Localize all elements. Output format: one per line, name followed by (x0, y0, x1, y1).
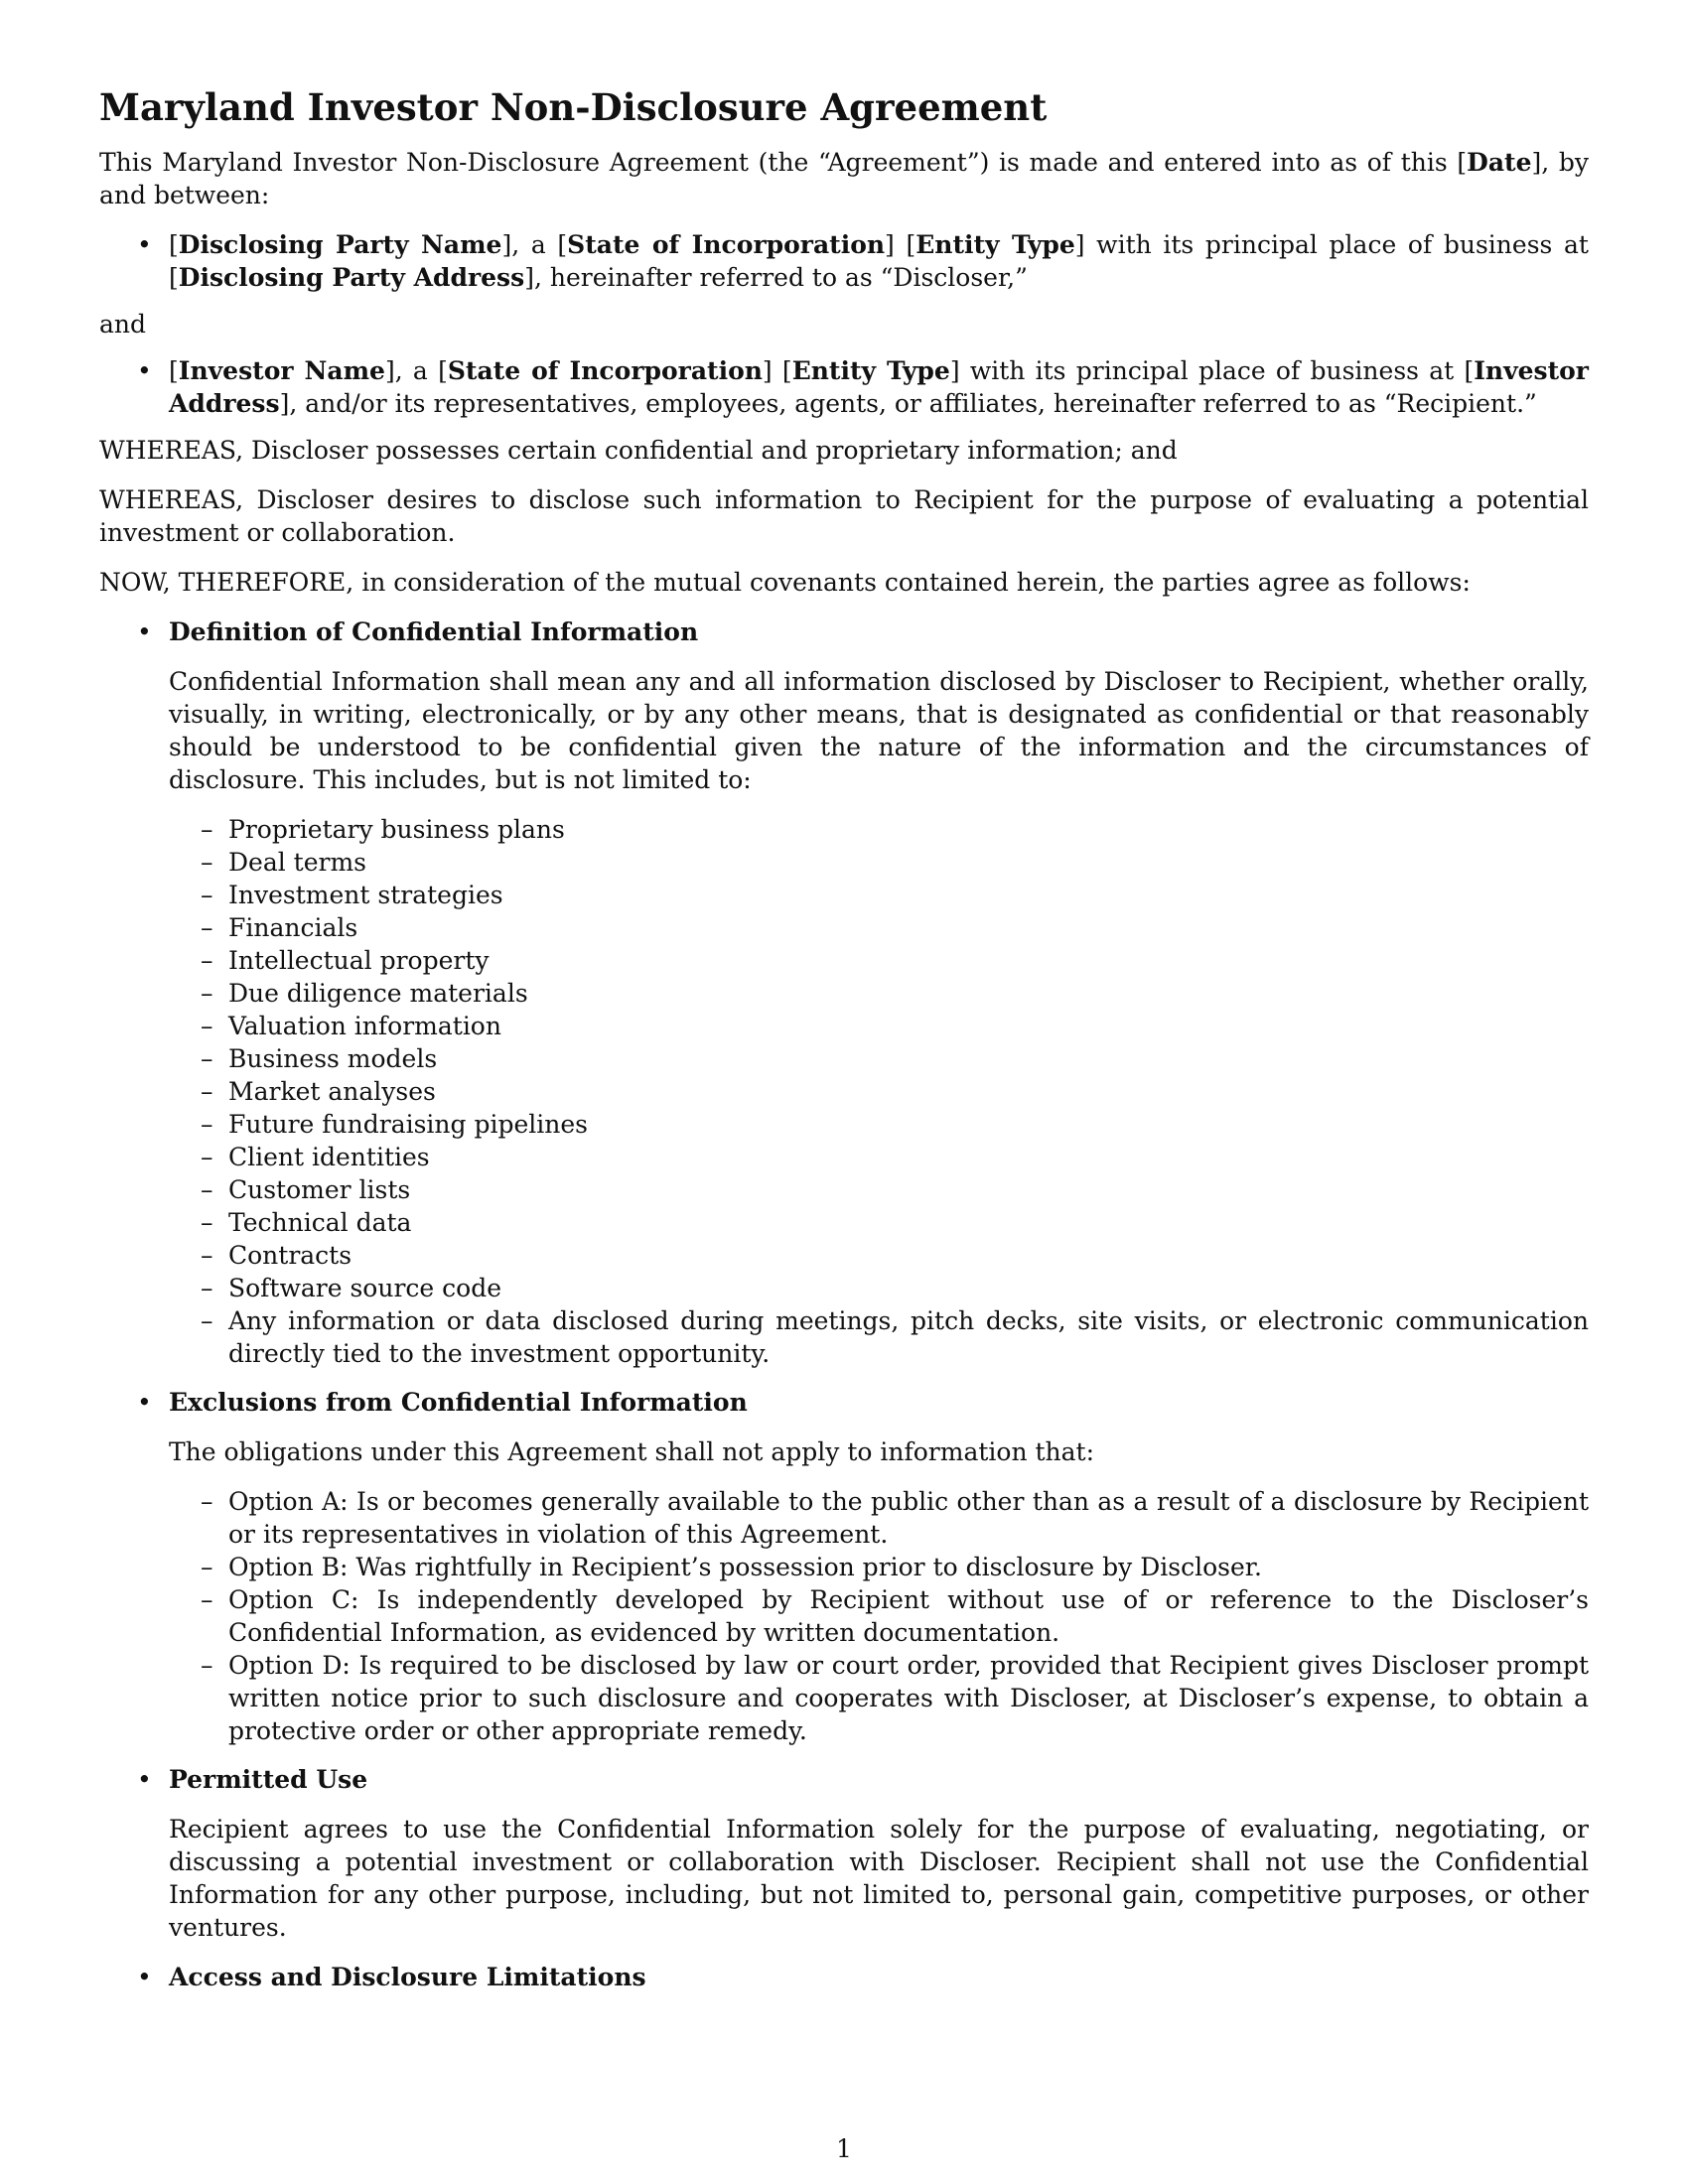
section-heading: • Permitted Use (169, 1765, 368, 1794)
list-item: – Future fundraising pipelines (169, 1108, 1589, 1141)
disclosing-party-state-placeholder: State of Incorporation (567, 230, 886, 259)
text-fragment: ] with its principal place of business at [ (949, 356, 1475, 385)
text-fragment: [ (169, 356, 179, 385)
text-fragment: ], a [ (501, 230, 568, 259)
and-separator: and (99, 310, 147, 339)
confidential-info-list (169, 813, 1589, 1370)
investor-party-list (99, 354, 1589, 420)
section-body: Recipient agrees to use the Confidential Information solely for the purpose of evaluating, negotiating, or discussing a potential investment or collaboration with Discloser. Recipient shall not use the Confidential Information for any other purpose, including, but not limited to, personal gain, competitive purposes, or other ventures. (169, 1815, 1589, 1942)
whereas-clause-1: WHEREAS, Discloser possesses certain confidential and proprietary information; and (99, 436, 1178, 465)
section-access-limitations (99, 1961, 1589, 1993)
section-heading: • Exclusions from Confidential Information (169, 1388, 748, 1417)
text-fragment: ], and/or its representatives, employees, agents, or affiliates, hereinafter referred to as “Recipient.” (279, 389, 1537, 418)
text-fragment: ], a [ (384, 356, 448, 385)
text-fragment: ] with its principal place of business at [ (169, 230, 1589, 292)
list-item: – Technical data (169, 1206, 1589, 1239)
disclosing-party-item (99, 228, 1589, 294)
document-title: Maryland Investor Non-Disclosure Agreement (99, 85, 1048, 129)
section-body: Confidential Information shall mean any and all information disclosed by Discloser to Recipient, whether orally, visually, in writing, electronically, or by any other means, that is designated as confidential or that reasonably should be understood to be confidential given the nature of the information and the circumstances of disclosure. This includes, but is not limited to: (169, 667, 1589, 794)
investor-name-placeholder: Investor Name (178, 356, 385, 385)
now-therefore-clause: NOW, THEREFORE, in consideration of the mutual covenants contained herein, the parties agree as follows: (99, 568, 1471, 597)
text-fragment: ] [ (885, 230, 916, 259)
section-permitted-use (99, 1763, 1589, 1944)
date-placeholder: Date (1467, 148, 1532, 177)
list-item: – Option B: Was rightfully in Recipient’s possession prior to disclosure by Discloser. (169, 1551, 1589, 1583)
section-body: The obligations under this Agreement shall not apply to information that: (169, 1437, 1095, 1466)
list-item: – Investment strategies (169, 879, 1589, 911)
intro-text-before-date: This Maryland Investor Non-Disclosure Agreement (the “Agreement”) is made and entered into as of this [ (99, 148, 1468, 177)
list-item: – Option D: Is required to be disclosed by law or court order, provided that Recipient gives Discloser prompt written notice prior to such disclosure and cooperates with Discloser, at Discloser’s expense, to obtain a protective order or other appropriate remedy. (169, 1649, 1589, 1747)
sections-list (99, 615, 1589, 1993)
text-fragment: ], hereinafter referred to as “Discloser,” (524, 263, 1028, 292)
list-item: – Software source code (169, 1272, 1589, 1304)
exclusions-list (169, 1485, 1589, 1747)
list-item: – Deal terms (169, 846, 1589, 879)
list-item: – Any information or data disclosed during meetings, pitch decks, site visits, or electronic communication directly tied to the investment opportunity. (169, 1304, 1589, 1370)
list-item: – Contracts (169, 1239, 1589, 1272)
disclosing-party-address-placeholder: Disclosing Party Address (178, 263, 525, 292)
list-item: – Due diligence materials (169, 977, 1589, 1010)
list-item: – Proprietary business plans (169, 813, 1589, 846)
investor-address-placeholder: Investor Address (169, 356, 1589, 418)
page-number: 1 (836, 2134, 852, 2163)
investor-state-placeholder: State of Incorporation (447, 356, 763, 385)
list-item: – Client identities (169, 1141, 1589, 1173)
section-heading: • Definition of Confidential Information (169, 617, 699, 646)
list-item: – Valuation information (169, 1010, 1589, 1042)
section-definition (99, 615, 1589, 1370)
section-heading: • Access and Disclosure Limitations (169, 1963, 646, 1991)
list-item: – Option A: Is or becomes generally available to the public other than as a result of a disclosure by Recipient or its representatives in violation of this Agreement. (169, 1485, 1589, 1551)
document-page (99, 84, 1589, 2010)
section-exclusions (99, 1386, 1589, 1747)
investor-party-item (99, 354, 1589, 420)
investor-entity-placeholder: Entity Type (791, 356, 950, 385)
list-item: – Intellectual property (169, 944, 1589, 977)
list-item: – Business models (169, 1042, 1589, 1075)
intro-text-after-date: ], by and between: (99, 148, 1589, 209)
list-item: – Financials (169, 911, 1589, 944)
whereas-clause-2: WHEREAS, Discloser desires to disclose such information to Recipient for the purpose of evaluating a potential investment or collaboration. (99, 485, 1589, 547)
list-item: – Option C: Is independently developed by Recipient without use of or reference to the Discloser’s Confidential Information, as evidenced by written documentation. (169, 1583, 1589, 1649)
intro-paragraph (99, 146, 1589, 211)
text-fragment: [ (169, 230, 179, 259)
list-item: – Market analyses (169, 1075, 1589, 1108)
list-item: – Customer lists (169, 1173, 1589, 1206)
disclosing-party-entity-placeholder: Entity Type (915, 230, 1075, 259)
disclosing-party-name-placeholder: Disclosing Party Name (178, 230, 502, 259)
disclosing-party-list (99, 228, 1589, 294)
text-fragment: ] [ (762, 356, 792, 385)
